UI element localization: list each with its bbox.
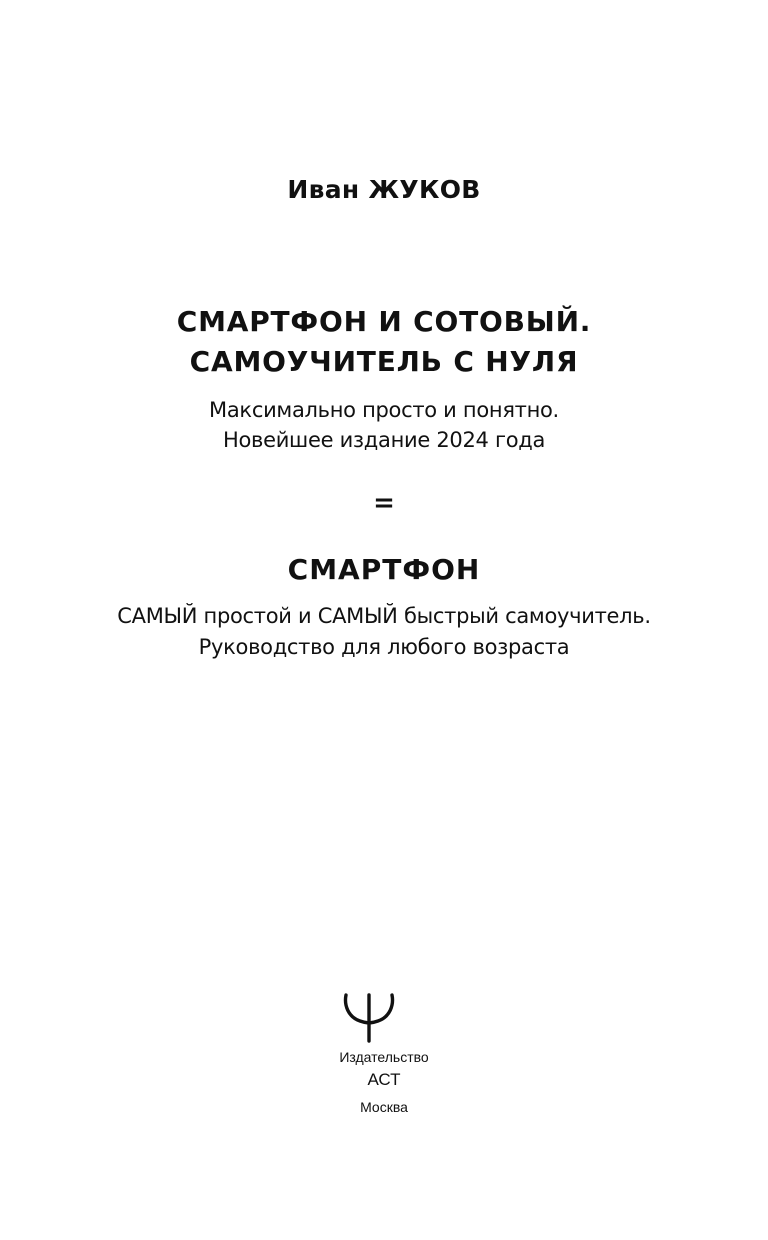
second-book-title: СМАРТФОН — [287, 553, 481, 586]
second-book-subtitle — [0, 601, 768, 663]
book-subtitle-line: Максимально просто и понятно. — [209, 398, 559, 422]
book-title — [0, 302, 768, 382]
psi-logo-icon — [340, 993, 398, 1043]
publisher-city: Москва — [360, 1099, 408, 1115]
book-title-line: САМОУЧИТЕЛЬ С НУЛЯ — [189, 345, 579, 378]
book-subtitle-line: Новейшее издание 2024 года — [222, 428, 546, 452]
equals-separator: = — [373, 488, 395, 518]
book-title-line: СМАРТФОН И СОТОВЫЙ. — [176, 305, 592, 338]
author-name: Иван ЖУКОВ — [287, 175, 481, 204]
second-book-subtitle-line: САМЫЙ простой и САМЫЙ быстрый самоучитель. — [117, 604, 651, 628]
publisher-name: АСТ — [367, 1070, 401, 1089]
publisher-label: Издательство — [339, 1049, 429, 1065]
second-book-subtitle-line: Руководство для любого возраста — [198, 635, 570, 659]
book-subtitle — [0, 395, 768, 455]
